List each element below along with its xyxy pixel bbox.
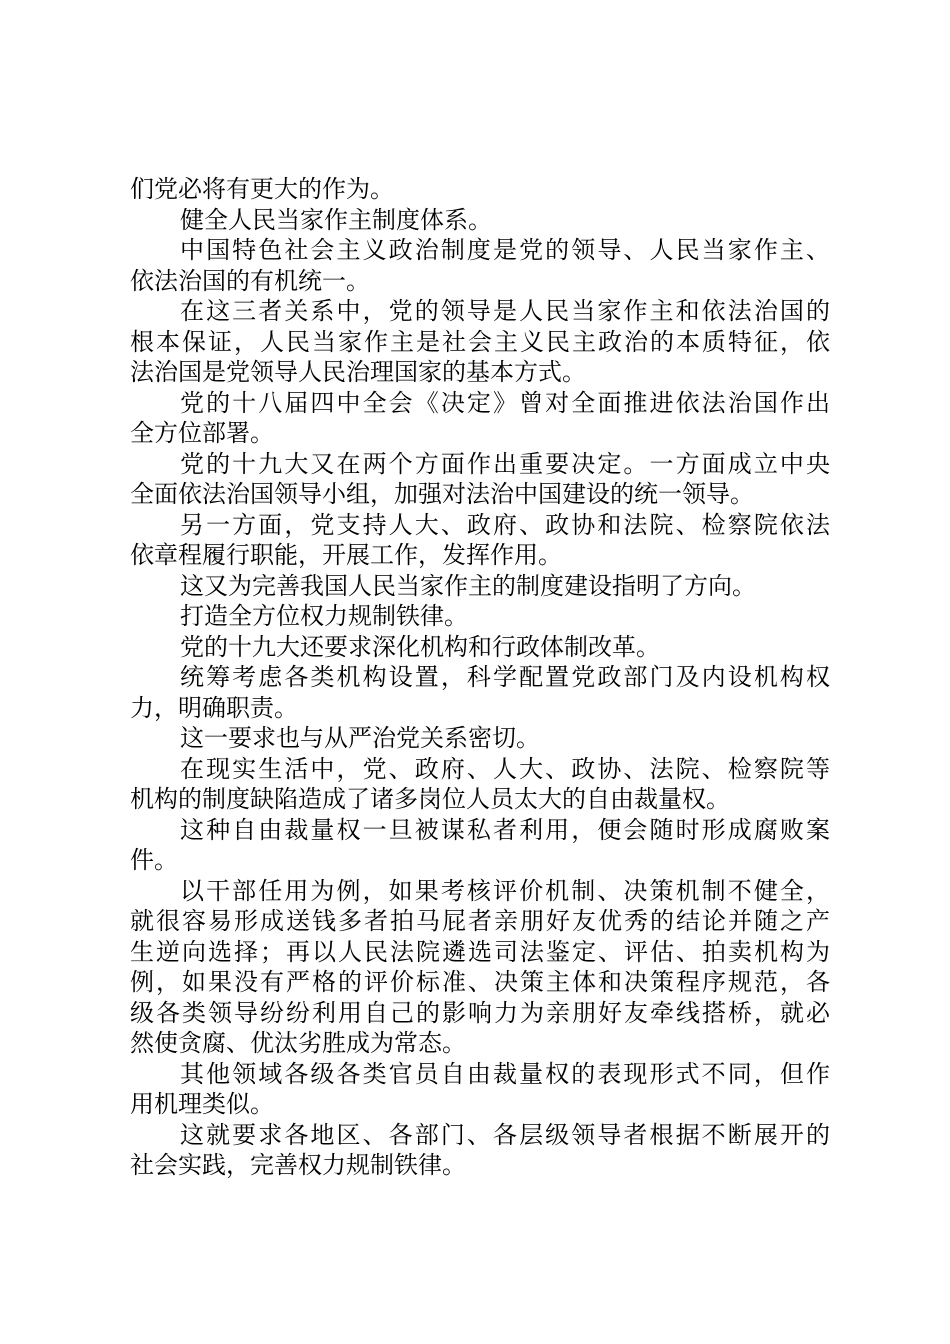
- text-line: 例，如果没有严格的评价标准、决策主体和决策程序规范，各: [130, 968, 830, 996]
- text-line: 健全人民当家作主制度体系。: [180, 205, 492, 234]
- text-line: 社会实践，完善权力规制铁律。: [130, 1151, 466, 1179]
- text-line: 这又为完善我国人民当家作主的制度建设指明了方向。: [180, 571, 756, 600]
- paragraph: [130, 510, 830, 571]
- text-line: 另一方面，党支持人大、政府、政协和法院、检察院依法: [180, 510, 830, 539]
- text-line: 就很容易形成送钱多者拍马屁者亲朋好友优秀的结论并随之产: [130, 907, 830, 935]
- text-line: 机构的制度缺陷造成了诸多岗位人员太大的自由裁量权。: [130, 785, 730, 813]
- text-line: 级各类领导纷纷利用自己的影响力为亲朋好友牵线搭桥，就必: [130, 998, 830, 1027]
- text-line: 力，明确职责。: [130, 693, 298, 722]
- text-line: 全方位部署。: [130, 419, 274, 447]
- paragraph: [130, 632, 830, 663]
- text-line: 以干部任用为例，如果考核评价机制、决策机制不健全，: [180, 876, 830, 905]
- paragraph: [130, 876, 830, 1059]
- text-line: 这一要求也与从严治党关系密切。: [180, 724, 540, 752]
- paragraph: [130, 388, 830, 449]
- text-line: 在这三者关系中，党的领导是人民当家作主和依法治国的: [180, 297, 830, 325]
- text-line: 统筹考虑各类机构设置，科学配置党政部门及内设机构权: [180, 663, 830, 691]
- text-line: 这就要求各地区、各部门、各层级领导者根据不断展开的: [180, 1120, 830, 1149]
- paragraph: [130, 235, 830, 296]
- text-line: 党的十九大又在两个方面作出重要决定。一方面成立中央: [180, 449, 830, 478]
- text-line: 依章程履行职能，开展工作，发挥作用。: [130, 541, 562, 569]
- text-line: 中国特色社会主义政治制度是党的领导、人民当家作主、: [180, 236, 830, 264]
- text-line: 党的十八届四中全会《决定》曾对全面推进依法治国作出: [180, 388, 830, 417]
- text-line: 用机理类似。: [130, 1090, 274, 1118]
- text-line: 件。: [130, 846, 178, 874]
- paragraph: [130, 1120, 830, 1181]
- text-line: 打造全方位权力规制铁律。: [180, 602, 468, 630]
- paragraph-heading-people-as-masters: [130, 205, 830, 236]
- text-line: 们党必将有更大的作为。: [130, 175, 394, 203]
- text-line: 根本保证，人民当家作主是社会主义民主政治的本质特征，依: [130, 327, 830, 356]
- text-line: 在现实生活中，党、政府、人大、政协、法院、检察院等: [180, 754, 830, 783]
- text-line: 依法治国的有机统一。: [130, 266, 370, 295]
- continued-paragraph: [130, 174, 830, 205]
- paragraph: [130, 571, 830, 602]
- paragraph: [130, 815, 830, 876]
- body-text: [130, 174, 830, 1181]
- paragraph: [130, 662, 830, 723]
- paragraph: [130, 296, 830, 388]
- text-line: 这种自由裁量权一旦被谋私者利用，便会随时形成腐败案: [180, 815, 830, 844]
- text-line: 党的十九大还要求深化机构和行政体制改革。: [180, 632, 660, 661]
- text-line: 生逆向选择；再以人民法院遴选司法鉴定、评估、拍卖机构为: [130, 937, 830, 966]
- paragraph: [130, 723, 830, 754]
- text-line: 其他领域各级各类官员自由裁量权的表现形式不同，但作: [180, 1059, 830, 1088]
- text-line: 然使贪腐、优汰劣胜成为常态。: [130, 1029, 466, 1057]
- paragraph: [130, 449, 830, 510]
- paragraph-heading-power-regulation: [130, 601, 830, 632]
- text-line: 法治国是党领导人民治理国家的基本方式。: [130, 358, 586, 386]
- paragraph: [130, 754, 830, 815]
- text-line: 全面依法治国领导小组，加强对法治中国建设的统一领导。: [130, 480, 754, 508]
- paragraph: [130, 1059, 830, 1120]
